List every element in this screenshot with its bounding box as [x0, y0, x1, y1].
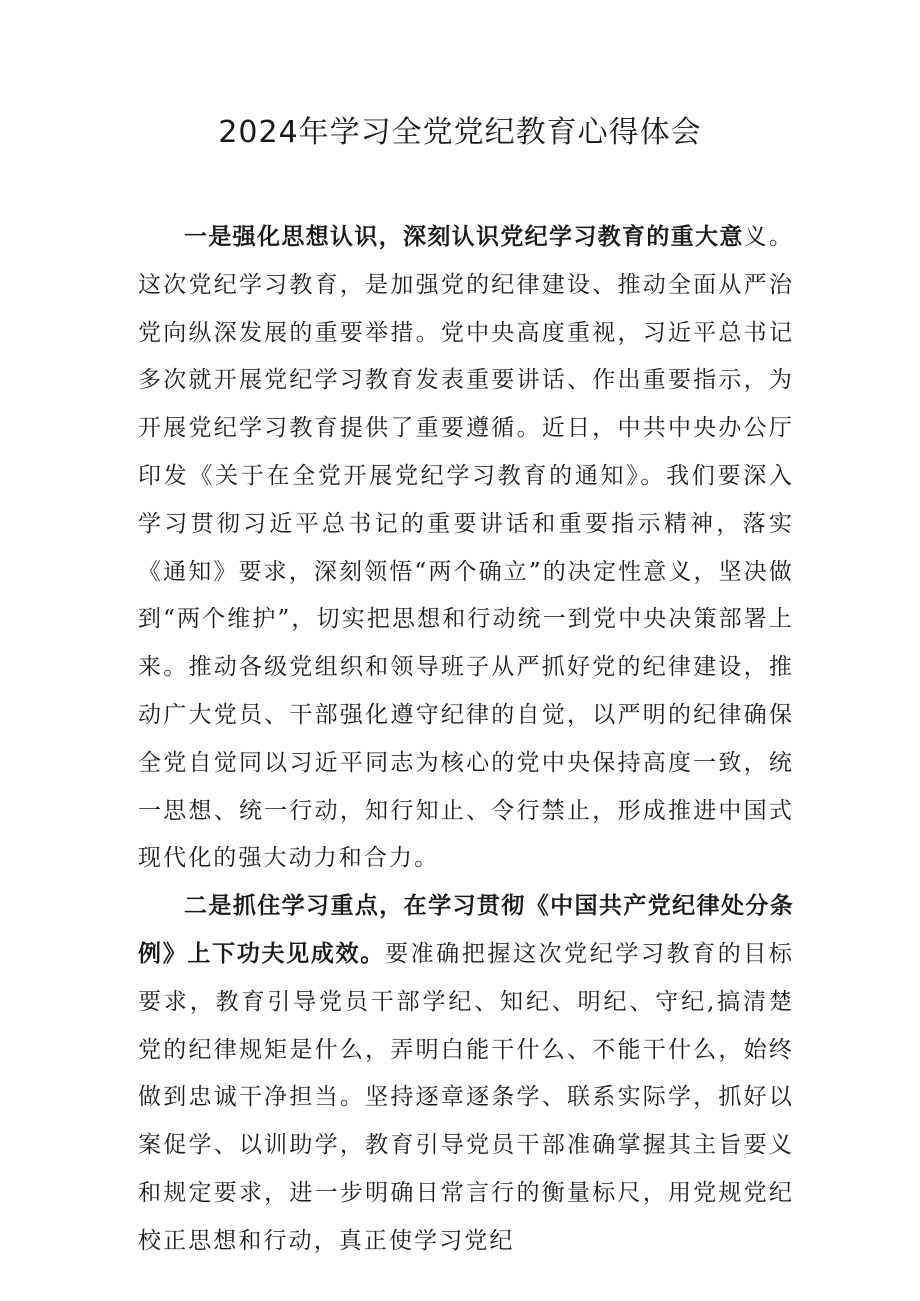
- paragraph-1: [138, 214, 794, 883]
- paragraph-2-text: 要准确把握这次党纪学习教育的目标要求，教育引导党员干部学纪、知纪、明纪、守纪,搞清楚党的纪律规矩是什么，弄明白能干什么、不能干什么，始终做到忠诚干净担当。坚持逐章逐条学、联系实际学，抓好以案促学、以训助学，教育引导党员干部准确掌握其主旨要义和规定要求，进一步明确日常言行的衡量标尺，用党规党纪校正思想和行动，真正使学习党纪: [138, 940, 795, 1254]
- paragraph-2-lead: 二是抓住学习重点，在学习贯彻《中国共产党纪律处分条例》上下功夫见成效。: [138, 893, 794, 967]
- paragraph-1-text: 义。这次党纪学习教育，是加强党的纪律建设、推动全面从严治党向纵深发展的重要举措。党中央高度重视，习近平总书记多次就开展党纪学习教育发表重要讲话、作出重要指示，为开展党纪学习教育提供了重要遵循。近日，中共中央办公厅印发《关于在全党开展党纪学习教育的通知》。我们要深入学习贯彻习近平总书记的重要讲话和重要指示精神，落实《通知》要求，深刻领悟“两个确立”的决定性意义，坚决做到“两个维护”，切实把思想和行动统一到党中央决策部署上来。推动各级党组织和领导班子从严抓好党的纪律建设，推动广大党员、干部强化遵守纪律的自觉，以严明的纪律确保全党自觉同以习近平同志为核心的党中央保持高度一致，统一思想、统一行动，知行知止、令行禁止，形成推进中国式现代化的强大动力和合力。: [138, 224, 794, 872]
- paragraph-1-lead: 一是强化思想认识，深刻认识党纪学习教育的重大意: [184, 224, 744, 250]
- page-title: 2024年学习全党党纪教育心得体会: [218, 115, 702, 150]
- document-body: [138, 214, 794, 1266]
- paragraph-2: [138, 883, 794, 1265]
